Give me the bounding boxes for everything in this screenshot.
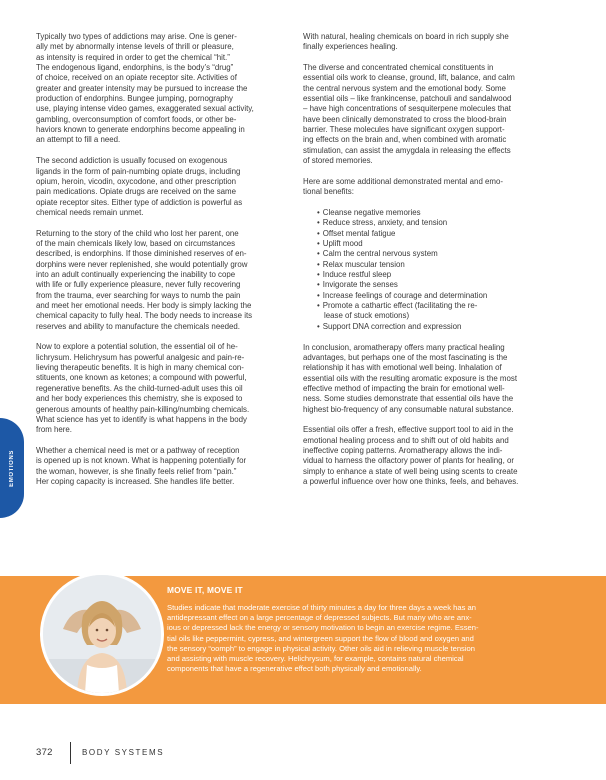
body-paragraph: Returning to the story of the child who lost her parent, one of the main chemicals likely low, based on circumstances described, is endorphins. If those diminished reserves of en- dorphins were never replenished, she would potentially grow into an adult continually experiencing the inability to cope with life or fully experience pleasure, never fully recovering from the trauma, ever searching for ways to numb the pain and meet her emotional needs. Her body is simply lacking the chemical capacity to fully heal. The body needs to increase its reserves and ability to manufacture the chemicals needed. <box>36 228 253 331</box>
list-item: • Support DNA correction and expression <box>317 322 561 332</box>
list-item: • Reduce stress, anxiety, and tension <box>317 218 561 228</box>
footer-divider <box>70 742 71 764</box>
list-item: • Cleanse negative memories <box>317 208 561 218</box>
body-paragraph: With natural, healing chemicals on board in rich supply she finally experiences healing. <box>303 32 509 52</box>
list-item: • Uplift mood <box>317 239 561 249</box>
list-item: • Relax muscular tension <box>317 260 561 270</box>
list-item: • Induce restful sleep <box>317 270 561 280</box>
body-paragraph: The second addiction is usually focused on exogenous ligands in the form of pain-numbing opiate drugs, including opium, heroin, vicodin, oxycodone, and other prescription pain medications. Opiate drugs are received on the same opiate receptor sites. Either type of addiction is powerful as chemical needs remain unmet. <box>36 156 243 217</box>
woman-exercising-illustration <box>43 575 161 693</box>
running-footer-section: BODY SYSTEMS <box>82 748 165 757</box>
benefits-list <box>317 208 561 332</box>
body-paragraph: The diverse and concentrated chemical constituents in essential oils work to cleanse, ground, lift, balance, and calm the central nervous system and the emotional body. Some essential oils – like frankincense, patchouli and sandalwood – have high concentrations of sesquiterpene molecules that have been clinically demonstrated to cross the blood-brain barrier. These molecules have significant oxygen support- ing effects on the brain and, when combined with aromatic stimulation, can assist the amygdala in releasing the effects of stored memories. <box>303 63 515 166</box>
body-paragraph: Typically two types of addictions may arise. One is gener- ally met by abnormally intense levels of thrill or pleasure, as intensity is required in order to get the chemical “hit.” The endogenous ligand, endorphins, is the body’s “drug” of choice, received on an opiate receptor site. Activities of greater and greater intensity may be pursued to increase the production of endorphins. Bungee jumping, pornography use, playing intense video games, exaggerated sexual activity, gambling, overconsumption of comfort foods, or other be- haviors known to generate endorphins become appealing in an attempt to fill a need. <box>36 32 254 145</box>
left-column <box>36 32 291 498</box>
list-item: • Increase feelings of courage and determination <box>317 291 561 301</box>
body-paragraph: Essential oils offer a fresh, effective support tool to aid in the emotional healing process and to shift out of old habits and ineffective coping patterns. Aromatherapy allows the indi- vidual to harness the olfactory power of plants for healing, or simply to enhance a state of well being using scents to create a powerful influence over how one thinks, feels, and behaves. <box>303 425 519 487</box>
body-paragraph: In conclusion, aromatherapy offers many practical healing advantages, but perhaps one of the most fascinating is the relationship it has with emotional well being. Inhalation of essential oils with the resulting aromatic exposure is the most effective method of impacting the brain for emotional well- ness. Some studies demonstrate that essential oils have the highest bio-frequency of any consumable natural substance. <box>303 342 518 414</box>
body-paragraph: Whether a chemical need is met or a pathway of reception is opened up is not known. What is happening potentially for the woman, however, is she finally feels relief from “pain.” Her coping capacity is increased. She handles life better. <box>36 445 247 486</box>
right-column <box>303 32 561 498</box>
list-item: • Calm the central nervous system <box>317 249 561 259</box>
body-paragraph: Here are some additional demonstrated mental and emo- tional benefits: <box>303 176 504 197</box>
body-paragraph: Now to explore a potential solution, the essential oil of he- lichrysum. Helichrysum has powerful analgesic and pain-re- lieving therapeutic benefits. It is high in many chemical con- stituents, one known as ketones; a compound with powerful, regenerative benefits. As the child-turned-adult uses this oil and her body experiences this chemistry, she is exposed to generous amounts of healthy pain-killing/numbing chemicals. What science has yet to identify is what happens in the body from here. <box>36 342 250 435</box>
section-side-tab <box>0 418 24 518</box>
list-item: • Promote a cathartic effect (facilitating the re- lease of stuck emotions) <box>317 301 561 322</box>
list-item: • Invigorate the senses <box>317 280 561 290</box>
list-item: • Offset mental fatigue <box>317 229 561 239</box>
side-tab-label: EMOTIONS <box>9 449 15 487</box>
callout-title: MOVE IT, MOVE IT <box>167 585 243 595</box>
exercise-photo <box>40 572 164 696</box>
callout-body: Studies indicate that moderate exercise of thirty minutes a day for three days a week has an antidepressant effect on a large percentage of depressed subjects. But many who are anx- ious or depressed lack the energy or sensory motivation to begin an exercise regime. Essen- tial oils like peppermint, cypress, and wintergreen support the flow of blood and oxygen and the sensory “oomph” to engage in physical activity. Other oils aid in relieving muscle tension and assisting with muscle recovery. Helichrysum, for example, contains natural chemical components that have a regenerative effect both physically and emotionally. <box>167 603 479 674</box>
page-number: 372 <box>36 747 53 758</box>
